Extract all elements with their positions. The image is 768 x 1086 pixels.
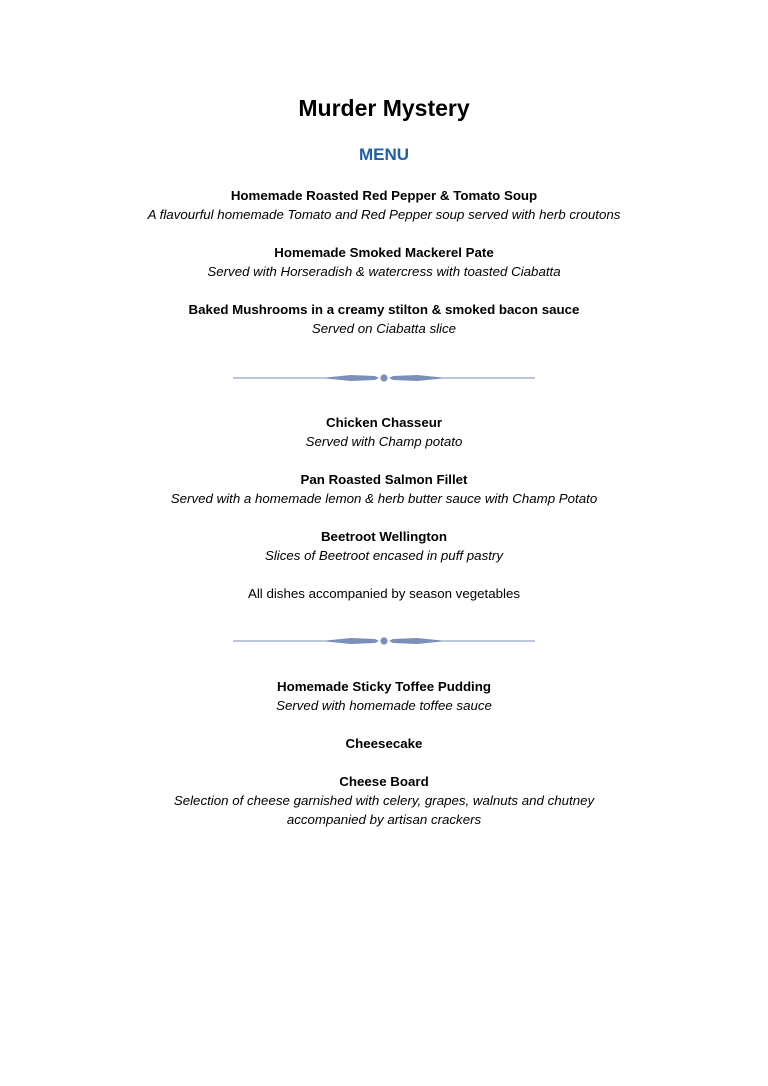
divider-flourish-right xyxy=(389,375,447,381)
ornamental-divider xyxy=(233,372,535,384)
page-title: Murder Mystery xyxy=(298,95,470,121)
dish-name: Beetroot Wellington xyxy=(320,529,448,544)
dish-description: Served with homemade toffee sauce xyxy=(276,698,492,713)
dish-description: Selection of cheese garnished with celery, grapes, walnuts and chutney xyxy=(173,793,595,808)
divider-dot xyxy=(380,637,387,644)
dish-name: Homemade Sticky Toffee Pudding xyxy=(276,679,492,694)
desserts-course xyxy=(0,677,768,848)
dish-name: Chicken Chasseur xyxy=(325,415,443,430)
dish-item xyxy=(0,734,768,753)
dish-name: Baked Mushrooms in a creamy stilton & smoked bacon sauce xyxy=(188,302,580,317)
ornamental-divider xyxy=(233,635,535,647)
dish-name: Cheese Board xyxy=(339,774,429,789)
dish-description: Slices of Beetroot encased in puff pastry xyxy=(264,548,503,563)
divider-flourish-right xyxy=(389,638,447,644)
dish-description-continued: accompanied by artisan crackers xyxy=(286,812,482,827)
dish-description: Served with Champ potato xyxy=(305,434,463,449)
dish-item xyxy=(0,413,768,451)
dish-item xyxy=(0,243,768,281)
dish-description: Served with Horseradish & watercress with toasted Ciabatta xyxy=(207,264,561,279)
dish-description: Served with a homemade lemon & herb butter sauce with Champ Potato xyxy=(170,491,598,506)
dish-item xyxy=(0,772,768,829)
dish-description: A flavourful homemade Tomato and Red Pepper soup served with herb croutons xyxy=(147,207,621,222)
menu-heading: MENU xyxy=(358,145,410,164)
divider-flourish-left xyxy=(321,638,379,644)
dish-item xyxy=(0,470,768,508)
dish-item xyxy=(0,186,768,224)
starters-course xyxy=(0,186,768,357)
accompaniment-note: All dishes accompanied by season vegetables xyxy=(247,586,520,601)
dish-name: Pan Roasted Salmon Fillet xyxy=(300,472,468,487)
divider-dot xyxy=(380,374,387,381)
dish-description: Served on Ciabatta slice xyxy=(311,321,457,336)
dish-name: Homemade Smoked Mackerel Pate xyxy=(274,245,494,260)
divider-flourish-left xyxy=(321,375,379,381)
dish-item xyxy=(0,677,768,715)
course-note xyxy=(0,584,768,603)
dish-item xyxy=(0,527,768,565)
dish-item xyxy=(0,300,768,338)
dish-name: Cheesecake xyxy=(345,736,423,751)
mains-course xyxy=(0,413,768,622)
dish-name: Homemade Roasted Red Pepper & Tomato Soup xyxy=(230,188,538,203)
